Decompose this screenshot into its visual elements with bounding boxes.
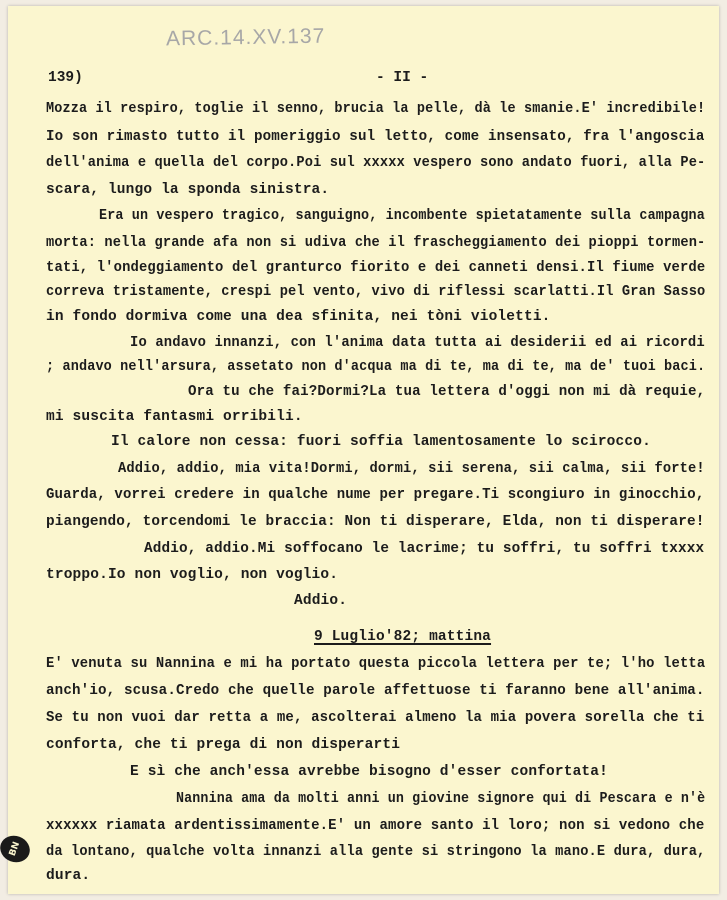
text-line: morta: nella grande afa non si udiva che il frascheggiamento dei pioppi tormen- xyxy=(46,234,706,251)
text-line: dell'anima e quella del corpo.Poi sul xxxxx vespero sono andato fuori, alla Pe- xyxy=(46,155,706,172)
document-page xyxy=(8,6,719,894)
text-line: mi suscita fantasmi orribili. xyxy=(46,408,303,425)
text-line: in fondo dormiva come una dea sfinita, nei tòni violetti. xyxy=(46,308,551,325)
text-line: Ora tu che fai?Dormi?La tua lettera d'oggi non mi dà requie, xyxy=(188,383,706,400)
text-line: xxxxxx riamata ardentissimamente.E' un amore santo il loro; non si vedono che xyxy=(46,817,705,834)
text-line: Era un vespero tragico, sanguigno, incombente spietatamente sulla campagna xyxy=(99,208,705,225)
page-number: 139) xyxy=(48,70,83,86)
text-line: Addio, addio, mia vita!Dormi, dormi, sii serena, sii calma, sii forte! xyxy=(118,460,705,477)
text-line: correva tristamente, crespi pel vento, vivo di riflessi scarlatti.Il Gran Sasso xyxy=(46,284,706,301)
text-line: da lontano, qualche volta innanzi alla gente si stringono la mano.E dura, dura, xyxy=(46,844,706,861)
text-line: troppo.Io non voglio, non voglio. xyxy=(46,567,339,584)
text-line: Guarda, vorrei credere in qualche nume per pregare.Ti scongiuro in ginocchio, xyxy=(46,487,705,504)
page-marker: - II - xyxy=(376,70,429,86)
text-line: dura. xyxy=(46,868,91,884)
text-line: anch'io, scusa.Credo che quelle parole affettuose ti faranno bene all'anima. xyxy=(46,682,705,699)
text-line: Mozza il respiro, toglie il senno, brucia la pelle, dà le smanie.E' incredibile! xyxy=(46,101,706,117)
text-line: scara, lungo la sponda sinistra. xyxy=(46,181,330,198)
text-line: piangendo, torcendomi le braccia: Non ti disperare, Elda, non ti disperare! xyxy=(46,513,705,530)
library-stamp-icon: BN xyxy=(0,832,34,867)
text-line: tati, l'ondeggiamento del granturco fiorito e dei canneti densi.Il fiume verde xyxy=(46,259,706,276)
text-line: ; andavo nell'arsura, assetato non d'acqua ma di te, ma di te, ma de' tuoi baci. xyxy=(46,359,706,376)
text-line: Io son rimasto tutto il pomeriggio sul letto, come insensato, fra l'angoscia xyxy=(46,128,705,145)
text-line: E' venuta su Nannina e mi ha portato questa piccola lettera per te; l'ho letta xyxy=(46,656,706,673)
text-line: Addio. xyxy=(294,592,348,609)
text-line: Se tu non vuoi dar retta a me, ascolterai almeno la mia povera sorella che ti xyxy=(46,710,705,727)
text-line: E sì che anch'essa avrebbe bisogno d'esser confortata! xyxy=(130,763,608,780)
text-line: Nannina ama da molti anni un giovine signore qui di Pescara e n'è xyxy=(176,791,706,808)
letter-date: 9 Luglio'82; mattina xyxy=(314,628,492,645)
text-line: Addio, addio.Mi soffocano le lacrime; tu soffri, tu soffri txxxx xyxy=(144,540,705,557)
archive-annotation: ARC.14.XV.137 xyxy=(165,24,326,51)
text-line: conforta, che ti prega di non disperarti xyxy=(46,737,401,753)
text-line: Il calore non cessa: fuori soffia lamentosamente lo scirocco. xyxy=(111,434,651,451)
text-line: Io andavo innanzi, con l'anima data tutta ai desiderii ed ai ricordi xyxy=(130,334,705,351)
